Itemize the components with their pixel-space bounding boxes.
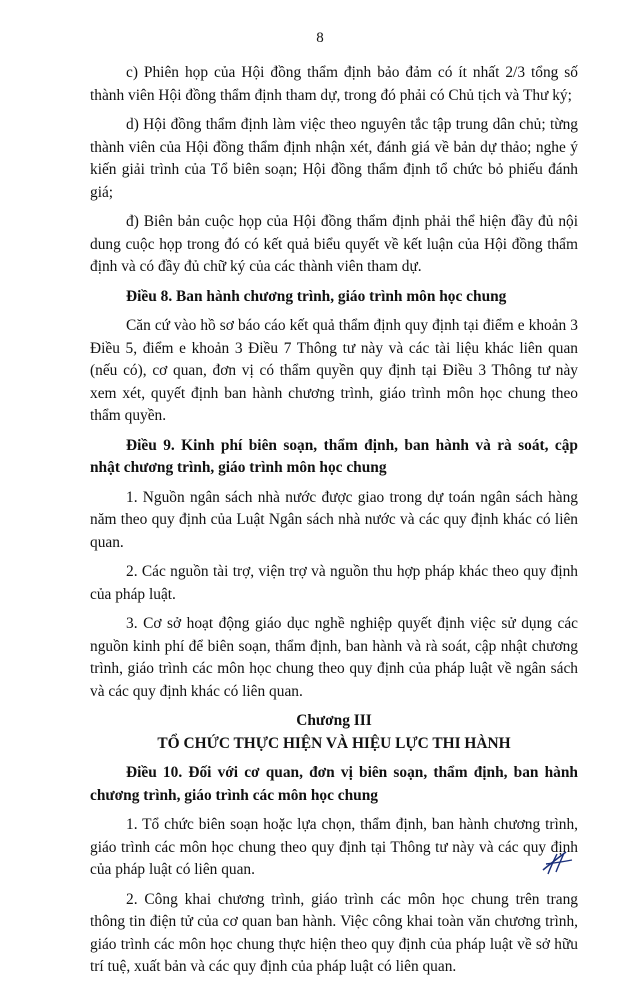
clause-c: c) Phiên họp của Hội đồng thẩm định bảo đảm có ít nhất 2/3 tổng số thành viên Hội đồng thẩm định tham dự, trong đó phải có Chủ tịch và Thư ký;: [90, 64, 578, 104]
chapter-title: TỔ CHỨC THỰC HIỆN VÀ HIỆU LỰC THI HÀNH: [157, 734, 511, 752]
page-number: 8: [316, 30, 324, 46]
article-8-paragraph: Căn cứ vào hồ sơ báo cáo kết quả thẩm định quy định tại điểm e khoản 3 Điều 5, điểm e khoản 3 Điều 7 Thông tư này và các tài liệu khác liên quan (nếu có), cơ quan, đơn vị có thẩm quyền quy định tại Điều 3 Thông tư này xem xét, quyết định ban hành chương trình, giáo trình môn học chung theo thẩm quyền.: [90, 317, 578, 424]
initial-signature: [540, 848, 576, 876]
article-9-item-2: 2. Các nguồn tài trợ, viện trợ và nguồn thu hợp pháp khác theo quy định của pháp luật.: [90, 563, 578, 603]
article-10-heading: Điều 10. Đối với cơ quan, đơn vị biên soạn, thẩm định, ban hành chương trình, giáo trình các môn học chung: [90, 764, 578, 804]
document-body: [90, 62, 578, 986]
article-8-heading: Điều 8. Ban hành chương trình, giáo trình môn học chung: [126, 287, 507, 305]
article-9-heading: Điều 9. Kinh phí biên soạn, thẩm định, ban hành và rà soát, cập nhật chương trình, giáo trình môn học chung: [90, 436, 578, 476]
article-9-item-1: 1. Nguồn ngân sách nhà nước được giao trong dự toán ngân sách hàng năm theo quy định của Luật Ngân sách nhà nước và các quy định khác có liên quan.: [90, 488, 578, 551]
article-9-item-3: 3. Cơ sở hoạt động giáo dục nghề nghiệp quyết định việc sử dụng các nguồn kinh phí để biên soạn, thẩm định, ban hành và rà soát, cập nhật chương trình, giáo trình các môn học chung theo quy định của pháp luật về ngân sách và các quy định khác có liên quan.: [90, 615, 578, 700]
article-10-item-2: 2. Công khai chương trình, giáo trình các môn học chung trên trang thông tin điện tử của cơ quan ban hành. Việc công khai toàn văn chương trình, giáo trình các môn học chung thực hiện theo quy định của pháp luật về sở hữu trí tuệ, xuất bản và các quy định của pháp luật có liên quan.: [90, 890, 578, 975]
article-10-item-1: 1. Tổ chức biên soạn hoặc lựa chọn, thẩm định, ban hành chương trình, giáo trình các môn học chung theo quy định tại Thông tư này và các quy định của pháp luật có liên quan.: [90, 816, 578, 878]
chapter-label: Chương III: [296, 712, 372, 729]
clause-dd: đ) Biên bản cuộc họp của Hội đồng thẩm định phải thể hiện đầy đủ nội dung cuộc họp trong đó có kết quả biểu quyết về kết luận của Hội đồng thẩm định và có đầy đủ chữ ký của các thành viên tham dự.: [90, 213, 578, 275]
clause-d: d) Hội đồng thẩm định làm việc theo nguyên tắc tập trung dân chủ; từng thành viên của Hội đồng thẩm định nhận xét, đánh giá về bản dự thảo; nghe ý kiến giải trình của Tổ biên soạn; Hội đồng thẩm định tổ chức bỏ phiếu đánh giá;: [90, 116, 578, 201]
